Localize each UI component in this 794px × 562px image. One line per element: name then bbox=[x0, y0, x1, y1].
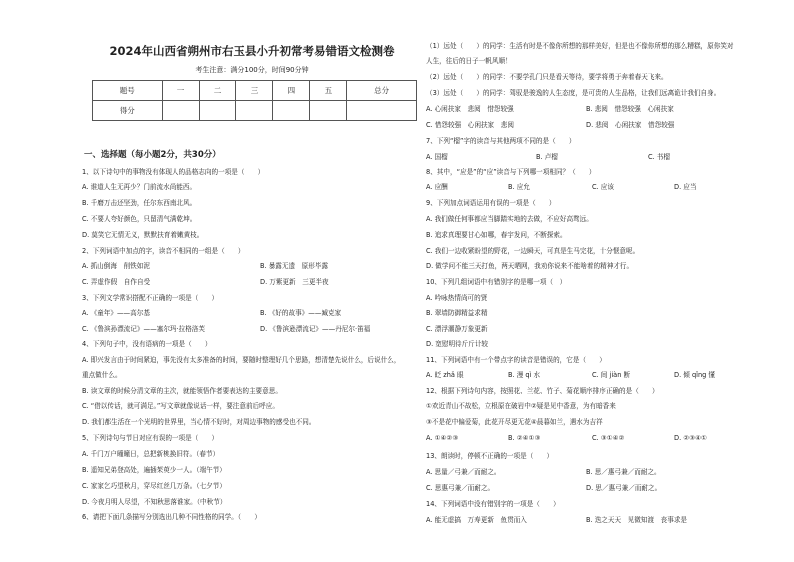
section-heading: 一、选择题（每小题2分，共30分） bbox=[84, 150, 221, 160]
option-line: C. 书榴 bbox=[648, 153, 670, 161]
option-line: B. 追求真理要甘心如哪，春宇发问，不断探索。 bbox=[426, 231, 567, 239]
option-line: A. 眨 zhǎ 眼 bbox=[426, 371, 464, 379]
exam-title: 2024年山西省朔州市右玉县小升初常考易错语文检测卷 bbox=[109, 44, 395, 58]
option-line: D. 应当 bbox=[674, 183, 697, 191]
question-text: ③不是花中偏爱菊，此花开尽更无花④晨暮如兰，遇水为吉祥 bbox=[426, 418, 603, 426]
question-text: 8、其中，“应是”的“应”读音与下列哪一项相同？（ ） bbox=[426, 168, 596, 176]
option-line: D. 莫笑它无情无义，默默扶育着嫩黄枝。 bbox=[82, 231, 204, 239]
score-input-cell[interactable] bbox=[347, 101, 417, 121]
question-text: 人生，往后的日子一帆风顺！ bbox=[426, 57, 512, 65]
question-text: 5、下列诗句与节日对应有误的一项是（ ） bbox=[82, 434, 219, 442]
question-text: 13、朗读时，停顿不正确的一项是（ ） bbox=[426, 452, 554, 460]
score-header-cell: 一 bbox=[162, 81, 199, 101]
question-text: 7、下列“榴”字的读音与其他两项不同的是（ ） bbox=[426, 137, 576, 145]
score-header-cell: 二 bbox=[199, 81, 236, 101]
option-line: C. 应该 bbox=[592, 183, 614, 191]
option-line: A. 即兴发言由于时间紧迫，事先没有太多准备的时间，要随时整理好几个思路，想清楚先说什么，后说什么， bbox=[82, 356, 401, 364]
option-line: A. 千门万户曈曈日，总把新桃换旧符。（春节） bbox=[82, 450, 220, 458]
option-line: B. 暴露无遗 原形毕露 bbox=[260, 262, 329, 270]
option-line: C. ③①④② bbox=[592, 434, 625, 442]
option-line: B. 漫 qì 水 bbox=[508, 371, 541, 379]
option-line: B. 《好的故事》——臧克家 bbox=[260, 309, 342, 317]
option-line: A. 应酬 bbox=[426, 183, 448, 191]
option-line: B. 读文章的时候分清文章的主次，就能领悟作者要表达的主要意思。 bbox=[82, 387, 282, 395]
option-line: D. 我们都生活在一个光明的世界里，当心情不好时，对周边事物的感受也不同。 bbox=[82, 418, 316, 426]
option-line: B. 遥知兄弟登高处，遍插茱萸少一人。（端午节） bbox=[82, 466, 226, 474]
option-line: C. “借以传话，就可满足。”写文章就像说话一样，要注意前后呼应。 bbox=[82, 402, 279, 410]
option-line: A. 心闲扶家 悲阅 惜怨较强 bbox=[426, 105, 514, 113]
score-input-cell[interactable] bbox=[236, 101, 273, 121]
option-line: D. 《鲁滨逊漂流记》——丹尼尔·笛福 bbox=[260, 325, 371, 333]
question-text: （3）远处（ ）的同学：驾驭是骏逸的人生态度，是可贵的人生品格，让我们远离诡计我们自身。 bbox=[426, 89, 721, 97]
option-line: B. 悲阅 惜怨较强 心闲扶家 bbox=[586, 105, 674, 113]
option-line: B. 卢榴 bbox=[536, 153, 558, 161]
score-input-cell[interactable] bbox=[310, 101, 347, 121]
question-text: 10、下列几组词语中有错别字的是哪一项（ ） bbox=[426, 278, 567, 286]
score-header-row bbox=[93, 81, 417, 101]
option-line: D. 今夜月明人尽望，不知秋思落谁家。（中秋节） bbox=[82, 498, 227, 506]
question-text: 2、下列词语中加点的字，读音不相同的一组是（ ） bbox=[82, 247, 245, 255]
question-text: 9、下列加点词语运用有误的一项是（ ） bbox=[426, 199, 556, 207]
score-input-cell[interactable] bbox=[162, 101, 199, 121]
option-line: B. 思／惠弓兼／而耐之。 bbox=[586, 468, 661, 476]
option-line: A. 谁道人生无再少？门前流水尚能西。 bbox=[82, 183, 197, 191]
option-line: A. 《童年》——高尔基 bbox=[82, 309, 150, 317]
question-text: ①欢近青山不故松，立根原在破岩中②疑是见中香意，为有暗香来 bbox=[426, 402, 616, 410]
score-table bbox=[92, 80, 417, 121]
option-line: A. 吟咏热情尚可的贤 bbox=[426, 294, 488, 302]
option-line: D. 做学问不能三天打鱼，两天晒网，我劝你说来不能啥着的精神才行。 bbox=[426, 262, 634, 270]
option-line: A. 能无虚搞 万寿更新 鱼贯而入 bbox=[426, 516, 527, 524]
option-line: C. 我们一边收紧盼望的野花，一边瞬天，可真是生马完花，十分惬意呢。 bbox=[426, 247, 640, 255]
score-header-cell: 五 bbox=[310, 81, 347, 101]
question-text: 14、下列词语中没有错别字的一项是（ ） bbox=[426, 500, 560, 508]
score-header-cell: 题号 bbox=[93, 81, 163, 101]
option-line: B. 翠墙防御精益求精 bbox=[426, 309, 488, 317]
option-line: C. 不要人夸好颜色，只留清气满乾坤。 bbox=[82, 215, 197, 223]
exam-notice: 考生注意：满分100分，时间90分钟 bbox=[195, 66, 309, 74]
option-line: B. 应允 bbox=[508, 183, 530, 191]
question-text: 11、下列词语中有一个带点字的读音是错误的，它是（ ） bbox=[426, 356, 606, 364]
question-text: 4、下列句子中，没有语病的一项是（ ） bbox=[82, 340, 212, 348]
question-text: （1）远处（ ）的同学：生活有时是不像你所想的那样美好，但是也不像你所想的那么糟糕，原你笑对 bbox=[426, 42, 734, 50]
score-row-label: 得分 bbox=[93, 101, 163, 121]
question-text: 12、根据下列诗句内容，按照花、兰花、竹子、菊花顺序排序正确的是（ ） bbox=[426, 387, 659, 395]
option-line: A. ①④②③ bbox=[426, 434, 459, 442]
option-line: A. 思量／弓兼／而耐之。 bbox=[426, 468, 501, 476]
option-line: B. 千磨万击还坚劲，任尔东西南北风。 bbox=[82, 199, 197, 207]
option-line: A. 我们做任何事都应当脚踏实地的去做，不应好高骛远。 bbox=[426, 215, 593, 223]
option-line: C. 漂浮潮静万象更新 bbox=[426, 325, 488, 333]
option-line: C. 弄虚作假 自作自受 bbox=[82, 278, 151, 286]
option-line: C. 思惠弓兼／而耐之。 bbox=[426, 484, 495, 492]
score-header-cell: 总分 bbox=[347, 81, 417, 101]
score-input-cell[interactable] bbox=[273, 101, 310, 121]
option-line: 重点做什么。 bbox=[82, 371, 122, 379]
option-line: D. 宽慰明待斤斤计较 bbox=[426, 340, 489, 348]
option-line: D. 倾 qǐng 懂 bbox=[674, 371, 716, 379]
question-text: 1、以下诗句中的事物没有体现人的品格志向的一项是（ ） bbox=[82, 168, 265, 176]
score-header-cell: 四 bbox=[273, 81, 310, 101]
option-line: A. 抓山倒海 削铁如泥 bbox=[82, 262, 150, 270]
option-line: B. ②④①③ bbox=[508, 434, 541, 442]
option-line: D. 思／惠弓兼／而耐之。 bbox=[586, 484, 662, 492]
option-line: C. 家家乞巧望秋月，穿尽红丝几万条。（七夕节） bbox=[82, 482, 226, 490]
option-line: C. 《鲁滨孙漂流记》——塞尔玛·拉格洛芙 bbox=[82, 325, 205, 333]
option-line: C. 惜怨较强 心闲扶家 悲阅 bbox=[426, 121, 514, 129]
score-header-cell: 三 bbox=[236, 81, 273, 101]
option-line: D. 万紫更新 三更半夜 bbox=[260, 278, 329, 286]
score-input-cell[interactable] bbox=[199, 101, 236, 121]
option-line: B. 迭之天天 见微知渡 丧事求是 bbox=[586, 516, 688, 524]
option-line: D. ②③④① bbox=[674, 434, 707, 442]
question-text: 3、下列文学常识搭配不正确的一项是（ ） bbox=[82, 294, 219, 302]
option-line: C. 间 jiàn 断 bbox=[592, 371, 631, 379]
option-line: A. 国榴 bbox=[426, 153, 448, 161]
option-line: D. 悲阅 心闲扶家 惜怨较强 bbox=[586, 121, 675, 129]
question-text: 6、请把下面几条描写分别选出几种不同性格的同学。（ ） bbox=[82, 513, 261, 521]
score-value-row bbox=[93, 101, 417, 121]
question-text: （2）远处（ ）的同学：不要学孔门只是看天等待，要学将勇于奔着春天飞来。 bbox=[426, 73, 668, 81]
